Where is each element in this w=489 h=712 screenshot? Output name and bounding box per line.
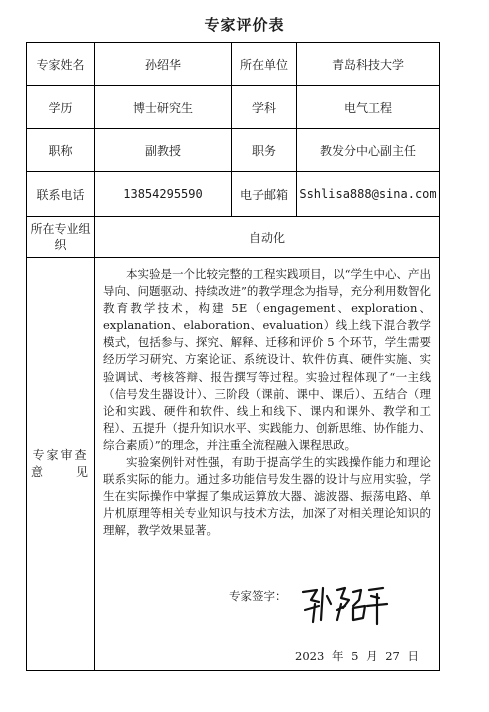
table-row [27,86,440,129]
form-title: 专家评价表 [204,16,285,34]
date-year: 2023 [295,649,325,663]
table-row [27,172,440,217]
opinion-label: 专家审查意见 [27,258,95,671]
position-value: 教发分中心副主任 [297,129,440,172]
date-year-unit: 年 [331,649,344,663]
major-label: 所在专业组织 [27,217,95,258]
date-day: 27 [385,649,400,663]
phone-value: 13854295590 [95,172,232,217]
opinion-paragraph-2: 实验案例针对性强，有助于提高学生的实践操作能力和理论联系实际的能力。通过多功能信号发生器的设计与应用实验，学生在实际操作中掌握了集成运算放大器、滤波器、振荡电路、单片机原理等相关专业知识与技术方法，加深了对相关理论知识的理解，教学效果显著。 [103,455,431,538]
date-day-unit: 日 [407,649,420,663]
opinion-text [103,266,431,540]
handwritten-signature [297,582,389,626]
opinion-paragraph-1: 本实验是一个比较完整的工程实践项目，以“学生中心、产出导向、问题驱动、持续改进”的教学理念为指导，充分利用数智化教育教学技术，构建 5E（engagement、exploration、explanation、elaboration、evaluation）线上线下混合教学模式，包括参与、探究、解释、迁移和评价 5 个环节，学生需要经历学习研究、方案论证、系统设计、软件仿真、硬件实施、实验调试、考核答辩、报告撰写等过程。实验过程体现了“一主线（信号发生器设计）、三阶段（课前、课中、课后）、五结合（理论和实践、硬件和软件、线上和线下、课内和课外、教学和工程）、五提升（提升知识水平、实践能力、创新思维、协作能力、综合素质）”的理念，并注重全流程融入课程思政。 [103,267,431,452]
opinion-cell [95,258,440,671]
date-month: 5 [351,649,359,663]
table-row [27,129,440,172]
email-value: Sshlisa888@sina.com [297,172,440,217]
discipline-label: 学科 [232,86,297,129]
name-value: 孙绍华 [95,43,232,86]
table-row [27,43,440,86]
email-label: 电子邮箱 [232,172,297,217]
table-row [27,217,440,258]
table-row [27,258,440,671]
discipline-value: 电气工程 [297,86,440,129]
unit-value: 青岛科技大学 [297,43,440,86]
date-month-unit: 月 [366,649,378,663]
phone-label: 联系电话 [27,172,95,217]
signature-label: 专家签字： [229,589,287,603]
degree-label: 学历 [27,86,95,129]
name-label: 专家姓名 [27,43,95,86]
major-value: 自动化 [95,217,440,258]
unit-label: 所在单位 [232,43,297,86]
title-label: 职称 [27,129,95,172]
title-value: 副教授 [95,129,232,172]
expert-evaluation-table [26,42,440,671]
position-label: 职务 [232,129,297,172]
degree-value: 博士研究生 [95,86,232,129]
signature-date [295,648,419,664]
